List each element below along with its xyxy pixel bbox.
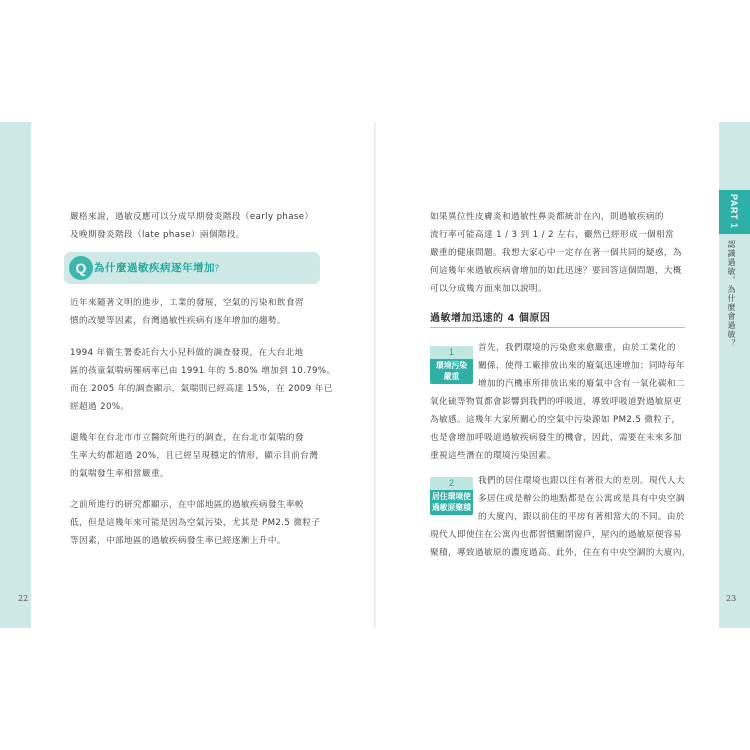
question-title-text: 為什麼過敏疾病逐年增加 xyxy=(94,262,215,274)
question-mark: ？ xyxy=(215,264,224,273)
reason-2-badge xyxy=(430,477,473,515)
paragraph-intro: 如果異位性皮膚炎和過敏性鼻炎都統計在內，則過敏疾病的 流行率可能高達 1 / 3 到 1 / 2 左右，儼然已經形成一個相當 嚴重的健康問題。我想大家心中一定存在著一個共同的疑惑，為 何這幾年來過敏疾病會增加的如此迅速？要回答這個問題，大概 可以分成幾方面來加以說明。 xyxy=(430,212,682,294)
reason-2-label: 居住環境使 過敏原聚積 xyxy=(432,492,471,512)
part-tab-label: PART 1 xyxy=(729,194,739,229)
book-gutter xyxy=(374,122,376,628)
reason-1-text-full: 氧化硫等物質都會影響到我們的呼吸道，導致呼吸道對過敏原更 為敏感。這幾年大家所關心的空氣中污染源如 PM2.5 微粒子， 也是會增加呼吸道過敏疾病發生的機會，因此，需要在未來多加 重視這些潛在的環境污染因素。 xyxy=(430,397,682,461)
reason-1-badge xyxy=(430,346,473,384)
section-underline xyxy=(430,327,685,328)
reason-2-number: 2 xyxy=(430,477,473,490)
paragraph-trend: 近年來隨著文明的進步，工業的發展，空氣的污染和飲食習 慣的改變等因素，台灣過敏性疾病有逐年增加的趨勢。 xyxy=(70,298,304,326)
paragraph-central-region: 之前所進行的研究都顯示，在中部地區的過敏疾病發生率較 低，但是這幾年來可能是因為空氣污染，尤其是 PM2.5 微粒子 等因素，中部地區的過敏疾病發生率已經逐漸上升中。 xyxy=(70,500,321,546)
paragraph-taipei-survey: 還幾年在台北市市立醫院所進行的調查，在台北市氣喘的發 生率大約都超過 20%，且已經呈現穩定的情形，顯示目前台灣 的氣喘發生率相當嚴重。 xyxy=(70,433,319,479)
reason-1-number: 1 xyxy=(430,346,473,359)
paragraph-phases: 嚴格來說，過敏反應可以分成早期發炎階段（early phase） 及晚期發炎階段（late phase）兩個階段。 xyxy=(70,212,314,240)
page-number-left: 22 xyxy=(18,594,29,603)
part-tab xyxy=(719,190,750,234)
section-title: 過敏增加迅速的 4 個原因 xyxy=(430,313,551,324)
left-page-edge-band xyxy=(0,122,31,628)
reason-1-label: 環境污染 嚴重 xyxy=(435,361,468,381)
page-number-right: 23 xyxy=(726,594,737,603)
question-q-icon: Q xyxy=(69,256,93,280)
chapter-side-title: 認識過敏，為什麼會過敏？ xyxy=(727,240,736,348)
reason-2-text-side: 我們的居住環境也跟以往有著很大的差別。現代人大 多居住或是辦公的地點都是在公寓或是具有中央空調 的大廈內，跟以前住的平房有著相當大的不同。由於 xyxy=(478,476,685,522)
reason-2-text-full: 現代人即使住在公寓內也都習慣關閉窗戶，屋內的過敏原便容易 聚積，導致過敏原的濃度過高。此外，住在有中央空調的大廈內， xyxy=(430,530,691,558)
paragraph-1994-survey: 1994 年衛生署委託台大小兒科做的調查發現，在大台北地 區的孩童氣喘病罹病率已由 1991 年的 5.80% 增加到 10.79%。 而在 2005 年的調查顯示，氣喘則已經高達 15%，在 2009 年已 經超過 20%。 xyxy=(70,348,336,412)
question-heading-bar xyxy=(64,252,320,284)
reason-1-text-side: 首先，我們環境的污染愈來愈嚴重，由於工業化的 關係，使得工廠排放出來的廢氣迅速增加；同時每年 增加的汽機車所排放出來的廢氣中含有一氧化碳和二 xyxy=(478,343,685,389)
question-title xyxy=(94,260,224,275)
